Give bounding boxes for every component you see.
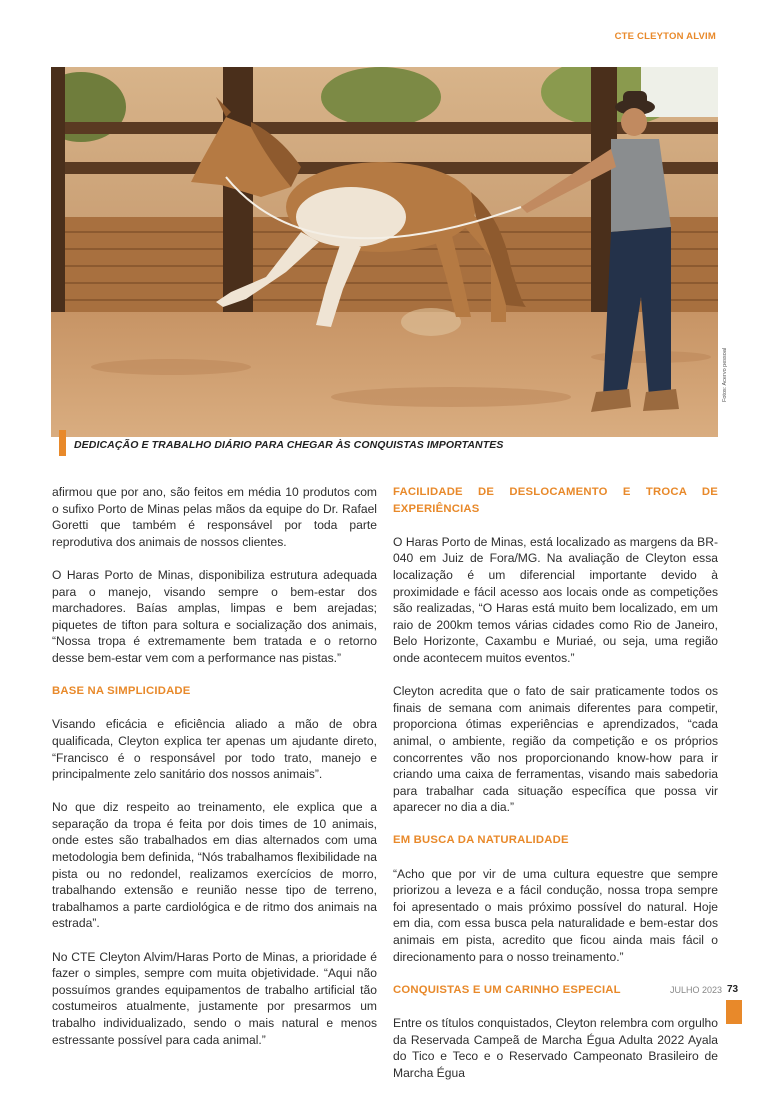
paragraph: Cleyton acredita que o fato de sair praticamente todos os finais de semana com animais diferentes para competir, proporciona ótimas experiências e aprendizados, “cada animal, o ambiente, região da competição e os próprios concorrentes vão nos proporcionando know-how para ir criando uma caixa de ferramentas, visando mais sabedoria para trabalhar cada situação específica que possa vir aparecer no dia a dia.”: [393, 684, 718, 815]
section-heading: EM BUSCA DA NATURALIDADE: [393, 834, 569, 847]
caption-accent-bar: [59, 430, 66, 456]
article-right-column: [393, 484, 718, 1098]
section-heading: FACILIDADE DE DESLOCAMENTO E TROCA DE EXPERIÊNCIAS: [393, 486, 718, 515]
section-heading: BASE NA SIMPLICIDADE: [52, 685, 191, 698]
paragraph: No que diz respeito ao treinamento, ele explica que a separação da tropa é feita por dois times de 10 animais, onde estes são trabalhados em dias alternados com uma metodologia bem definida, “Nós trabalhamos flexibilidade na pista ou no redondel, realizamos exercícios de morro, trabalhando extensão e reunião nesse tipo de terreno, trabalhamos a parte cardiológica e de ritmo dos animais na estrada”.: [52, 800, 377, 931]
article-photo: [51, 67, 718, 437]
paragraph: No CTE Cleyton Alvim/Haras Porto de Minas, a prioridade é fazer o simples, sempre com muita objetividade. “Aqui não possuímos grandes equipamentos de trabalho artificial tão costumeiros atualmente, justamente por presarmos um trabalho individualizado, sendo o mais natural e menos estressante possível para cada animal.”: [52, 949, 377, 1047]
paragraph: afirmou que por ano, são feitos em média 10 produtos com o sufixo Porto de Minas pelas mãos da equipe do Dr. Rafael Goretti que também é responsável por toda parte reprodutiva dos animais de nossos clientes.: [52, 485, 377, 549]
paragraph: O Haras Porto de Minas, está localizado as margens da BR-040 em Juiz de Fora/MG. Na avaliação de Cleyton essa localização é um diferencial importante devido à proximidade e fácil acesso aos locais onde as competições são realizadas, “O Haras está muito bem localizado, em um raio de 200km temos várias cidades como Rio de Janeiro, Belo Horizonte, Caxambu e Muriaé, ou seja, uma região onde acontecem muitos eventos.”: [393, 534, 718, 665]
photo-caption: DEDICAÇÃO E TRABALHO DIÁRIO PARA CHEGAR ÀS CONQUISTAS IMPORTANTES: [74, 439, 504, 451]
page-number: 73: [727, 984, 739, 995]
issue-date: JULHO 2023: [670, 985, 723, 995]
section-label: CTE CLEYTON ALVIM: [614, 31, 716, 42]
paragraph: O Haras Porto de Minas, disponibiliza estrutura adequada para o manejo, visando sempre o bem-estar dos marchadores. Baías amplas, limpas e bem arejadas; piquetes de tifton para soltura e socialização dos animais, “Nossa tropa é extremamente bem tratada e o retorno desse bem-estar vem com a performance nas pistas.”: [52, 567, 377, 665]
paragraph: “Acho que por vir de uma cultura equestre que sempre priorizou a leveza e a fácil condução, nossa tropa sempre foi apresentado o mais próximo possível do natural. Hoje em dia, com essa busca pela naturalidade e bem-estar dos animais em pista, acredito que ficou ainda mais fácil o direcionamento para o nosso treinamento.”: [393, 866, 718, 964]
paragraph: Entre os títulos conquistados, Cleyton relembra com orgulho da Reservada Campeã de Marcha Égua Adulta 2022 Ayala do Tico e Teco e o Reservado Campeonato Brasileiro de Marcha Égua: [393, 1016, 718, 1080]
page-tab-accent: [726, 1000, 742, 1024]
paragraph: Visando eficácia e eficiência aliado a mão de obra qualificada, Cleyton explica ter apenas um ajudante direto, “Francisco é o responsável por todo trato, manejo e principalmente zelo sanitário dos nossos animais”.: [52, 717, 377, 782]
section-heading: CONQUISTAS E UM CARINHO ESPECIAL: [393, 983, 621, 996]
article-left-column: [52, 484, 377, 1065]
photo-credit: Fotos: Acervo pessoal: [722, 347, 728, 402]
horse-training-illustration: [51, 67, 718, 437]
